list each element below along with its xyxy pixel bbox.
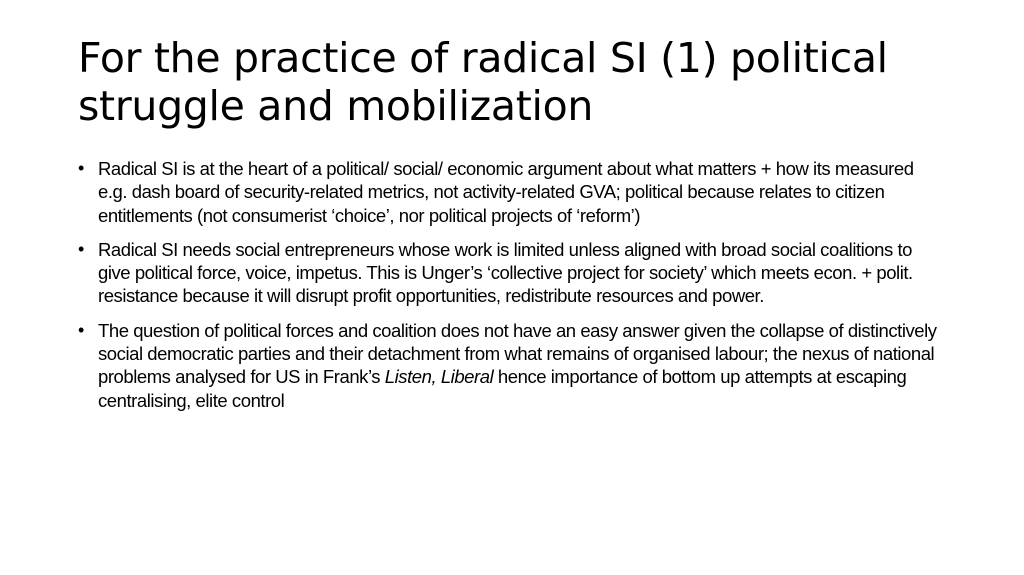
bullet-item xyxy=(78,319,938,412)
book-title-italic: Listen, Liberal xyxy=(384,366,494,388)
bullet-text-after: hence importance of bottom up attempts at escaping centralising, elite control xyxy=(98,366,907,411)
bullet-list xyxy=(78,157,938,423)
bullet-item xyxy=(78,238,938,308)
bullet-item xyxy=(78,157,938,227)
bullet-marker: • xyxy=(78,238,84,259)
bullet-text xyxy=(98,320,937,411)
bullet-text: Radical SI needs social entrepreneurs whose work is limited unless aligned with broad social coalitions to give political force, voice, impetus. This is Unger’s ‘collective project for society’ which meets econ. + polit. resistance because it will disrupt profit opportunities, redistribute resources and power. xyxy=(98,238,913,307)
bullet-text: Radical SI is at the heart of a political/ social/ economic argument about what matters + how its measured e.g. dash board of security-related metrics, not activity-related GVA; political because relates to citizen entitlements (not consumerist ‘choice’, nor political projects of ‘reform’) xyxy=(98,158,914,226)
bullet-text-before: The question of political forces and coalition does not have an easy answer given the collapse of distinctively social democratic parties and their detachment from what remains of organised labour; the nexus of national problems analysed for US in Frank’s xyxy=(98,319,937,388)
bullet-marker: • xyxy=(78,158,84,178)
slide-title: For the practice of radical SI (1) political struggle and mobilization xyxy=(78,34,888,130)
bullet-marker: • xyxy=(78,319,84,340)
